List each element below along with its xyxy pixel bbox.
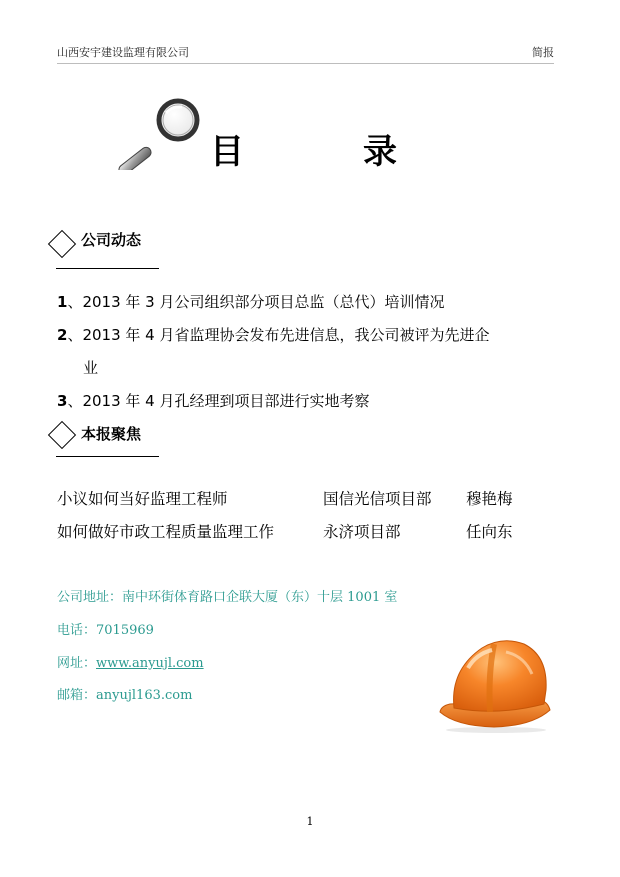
title-char-1: 目 — [210, 132, 244, 172]
news-item — [57, 325, 489, 345]
focus-author: 任向东 — [466, 523, 513, 541]
focus-project: 国信光信项目部 — [323, 490, 432, 508]
address-label: 公司地址： — [57, 590, 123, 605]
section-heading-focus: 本报聚焦 — [81, 425, 142, 443]
news-text: 、2013 年 4 月省监理协会发布先进信息，我公司被评为先进企 — [67, 326, 490, 344]
focus-project: 永济项目部 — [323, 523, 401, 541]
phone-value: 7015969 — [96, 623, 154, 638]
email-label: 邮箱： — [57, 688, 97, 703]
address-line — [57, 586, 397, 605]
news-text: 、2013 年 4 月孔经理到项目部进行实地考察 — [67, 392, 370, 410]
magnifier-icon — [118, 98, 208, 170]
address-value: 南中环街体育路口企联大厦（东）十层 1001 室 — [122, 590, 398, 605]
section-rule — [56, 268, 159, 269]
section-rule — [56, 456, 159, 457]
section-heading-news: 公司动态 — [81, 231, 142, 249]
news-number: 1 — [57, 293, 68, 311]
phone-label: 电话： — [57, 623, 97, 638]
document-type: 简报 — [532, 46, 554, 59]
hard-hat-icon — [436, 634, 554, 734]
news-number: 3 — [57, 392, 68, 410]
website-label: 网址： — [57, 656, 97, 671]
news-number: 2 — [57, 326, 68, 344]
diamond-icon — [48, 421, 76, 449]
email-value: anyujl163.com — [96, 688, 193, 703]
news-item — [57, 391, 369, 411]
news-item — [57, 292, 444, 312]
focus-title: 如何做好市政工程质量监理工作 — [57, 523, 275, 541]
header-rule — [57, 63, 554, 64]
phone-line — [57, 619, 154, 638]
website-line — [57, 652, 204, 671]
title-char-2: 录 — [363, 132, 397, 172]
news-text: 、2013 年 3 月公司组织部分项目总监（总代）培训情况 — [67, 293, 445, 311]
company-name: 山西安宇建设监理有限公司 — [57, 46, 189, 59]
email-line — [57, 684, 192, 703]
page-number: 1 — [306, 815, 314, 828]
news-item-continuation: 业 — [83, 359, 99, 377]
website-link[interactable]: www.anyujl.com — [96, 656, 204, 671]
focus-author: 穆艳梅 — [466, 490, 513, 508]
focus-title: 小议如何当好监理工程师 — [57, 490, 228, 508]
diamond-icon — [48, 230, 76, 258]
